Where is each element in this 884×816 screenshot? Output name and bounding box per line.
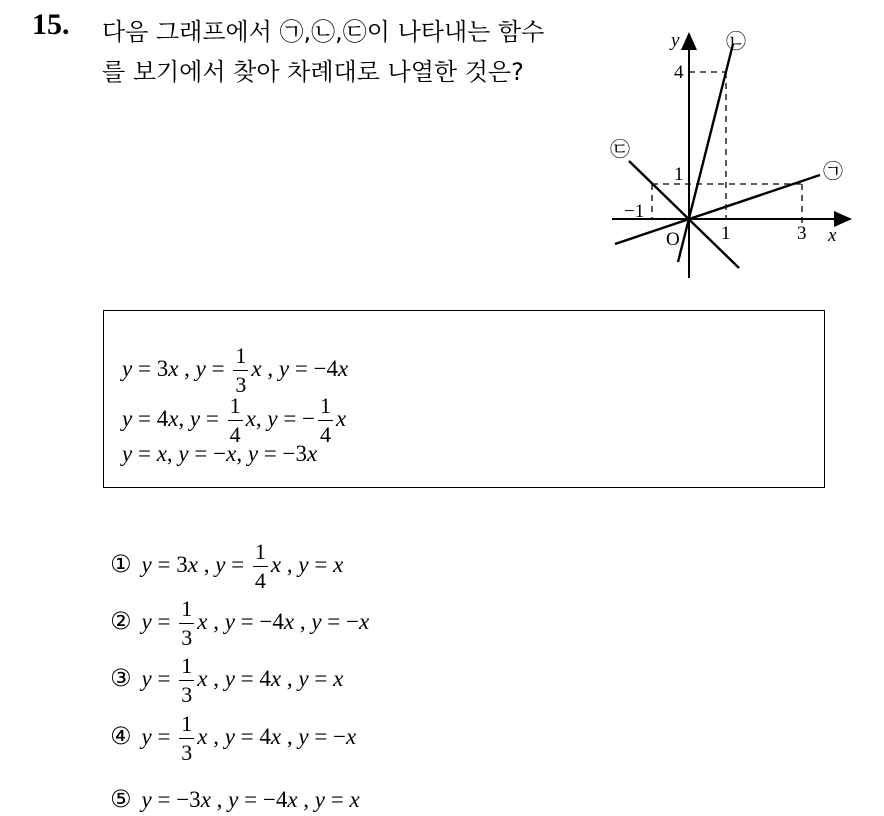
tick-x-neg1: −1 [624,201,645,222]
option-2[interactable]: ② y = $\frac{1}{3}$ x , y = −4x , y = −x [110,596,370,650]
option-5[interactable]: ⑤ y = −3x , y = −4x , y = x [110,785,360,813]
box-row-3: y = x, y = −x, y = −3x [122,441,318,466]
x-axis-label: x [828,225,837,246]
y-axis-label: y [671,30,680,51]
origin-label: O [666,229,680,250]
label-b: ㉡ [726,29,746,53]
tick-x-3: 3 [797,223,807,244]
tick-y-4: 4 [674,62,684,83]
tick-y-1: 1 [674,164,684,185]
tick-x-1: 1 [721,223,731,244]
line-a [615,175,820,244]
option-1[interactable]: ① y = 3x , y = $\frac{1}{4}$ x , y = x [110,539,344,593]
box-row-1: y = 3x , y = $\frac{1}{3}$ x , y = −4x [122,343,349,397]
question-number: 15. [32,8,70,41]
line-c [629,161,739,268]
function-graph [600,20,860,282]
label-c: ㉢ [610,137,630,161]
option-4[interactable]: ④ y = $\frac{1}{3}$ x , y = 4x , y = −x [110,711,357,765]
box-row-2: y = 4x, y = $\frac{1}{4}$ x, y = − $\frac{1}{4}$ x [122,393,347,447]
label-a: ㉠ [823,159,843,183]
question-text-line1: 다음 그래프에서 ㉠,㉡,㉢이 나타내는 함수 [102,18,545,46]
question-text-line2: 를 보기에서 찾아 차례대로 나열한 것은? [102,58,524,86]
option-3[interactable]: ③ y = $\frac{1}{3}$ x , y = 4x , y = x [110,653,344,707]
